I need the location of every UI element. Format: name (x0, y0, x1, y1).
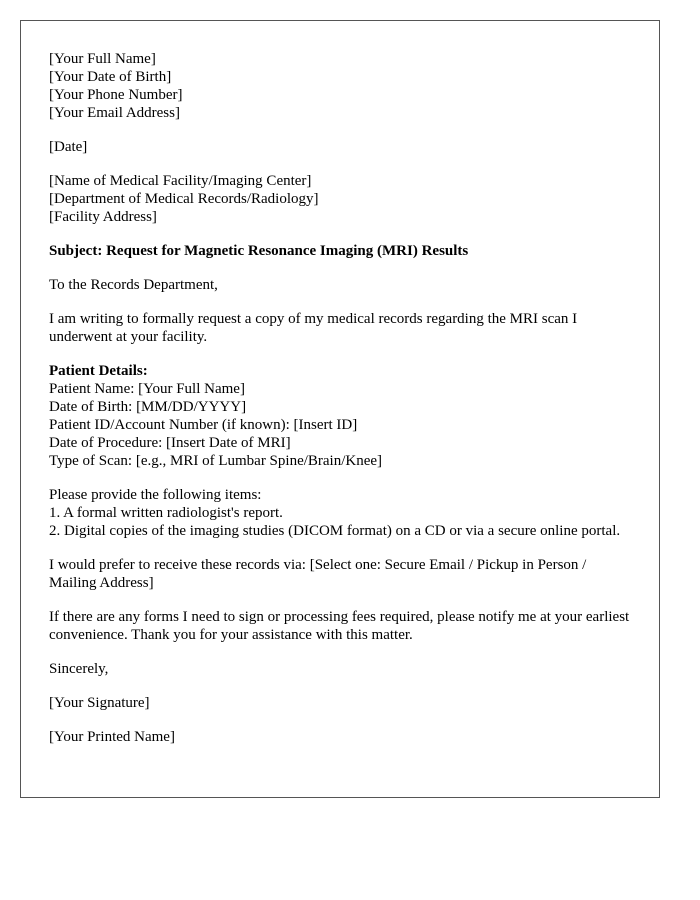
sender-dob: [Your Date of Birth] (49, 69, 172, 85)
printed-name-block (49, 728, 631, 746)
patient-detail-line: Patient ID/Account Number (if known): [Insert ID] (49, 417, 358, 433)
date-block (49, 138, 631, 156)
patient-detail-line: Type of Scan: [e.g., MRI of Lumbar Spine/Brain/Knee] (49, 453, 383, 469)
intro-paragraph (49, 310, 631, 346)
sender-block (49, 50, 631, 122)
items-list-item: 1. A formal written radiologist's report. (49, 505, 283, 521)
requested-items-block (49, 486, 631, 540)
sender-email: [Your Email Address] (49, 105, 180, 121)
signature-placeholder: [Your Signature] (49, 695, 150, 711)
forms-note-text: If there are any forms I need to sign or processing fees required, please notify me at your earliest convenience. Thank you for your assistance with this matter. (49, 609, 630, 643)
patient-details-block (49, 362, 631, 470)
intro-text: I am writing to formally request a copy of my medical records regarding the MRI scan I underwent at your facility. (49, 311, 578, 345)
salutation-block (49, 276, 631, 294)
recipient-department: [Department of Medical Records/Radiology] (49, 191, 319, 207)
recipient-facility: [Name of Medical Facility/Imaging Center] (49, 173, 312, 189)
delivery-preference-text: I would prefer to receive these records via: [Select one: Secure Email / Pickup in Person / Mailing Address] (49, 557, 587, 591)
printed-name: [Your Printed Name] (49, 729, 175, 745)
signature-block (49, 694, 631, 712)
letter-page (20, 20, 660, 798)
sender-name: [Your Full Name] (49, 51, 156, 67)
patient-detail-line: Patient Name: [Your Full Name] (49, 381, 245, 397)
items-list-item: 2. Digital copies of the imaging studies (DICOM format) on a CD or via a secure online portal. (49, 523, 621, 539)
closing-block (49, 660, 631, 678)
subject-line: Subject: Request for Magnetic Resonance Imaging (MRI) Results (49, 243, 469, 259)
recipient-block (49, 172, 631, 226)
letter-date: [Date] (49, 139, 88, 155)
recipient-address: [Facility Address] (49, 209, 157, 225)
subject-block (49, 242, 631, 260)
closing: Sincerely, (49, 661, 109, 677)
items-intro: Please provide the following items: (49, 487, 262, 503)
sender-phone: [Your Phone Number] (49, 87, 183, 103)
patient-detail-line: Date of Birth: [MM/DD/YYYY] (49, 399, 247, 415)
patient-detail-line: Date of Procedure: [Insert Date of MRI] (49, 435, 291, 451)
forms-note-paragraph (49, 608, 631, 644)
patient-details-heading: Patient Details: (49, 363, 148, 379)
delivery-preference-paragraph (49, 556, 631, 592)
salutation: To the Records Department, (49, 277, 218, 293)
